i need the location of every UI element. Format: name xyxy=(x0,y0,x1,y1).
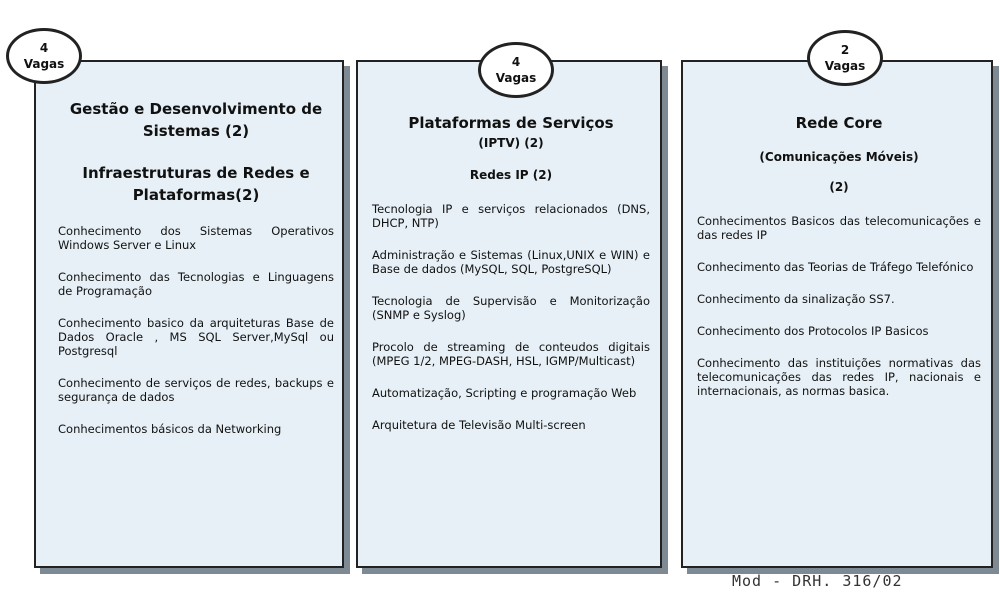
vacancy-badge-2-number: 4 xyxy=(511,55,521,69)
vacancy-badge-2-label: Vagas xyxy=(495,71,537,85)
vacancy-badge-3 xyxy=(807,30,883,86)
column-1-item-4: Conhecimento de serviços de redes, backups e segurança de dados xyxy=(58,376,334,404)
column-2-item-5: Automatização, Scripting e programação Web xyxy=(372,386,637,400)
vacancy-badge-1 xyxy=(6,28,82,84)
job-column-1 xyxy=(34,60,344,568)
column-3-item-4: Conhecimento dos Protocolos IP Basicos xyxy=(697,324,929,338)
column-2-heading-1: Plataformas de Serviços xyxy=(408,114,614,132)
column-1-content xyxy=(58,98,334,436)
vacancy-badge-3-number: 2 xyxy=(840,43,850,57)
column-3-content xyxy=(697,112,981,398)
column-1-heading-1: Gestão e Desenvolvimento de Sistemas (2) xyxy=(69,100,323,140)
column-3-subheading-2: (2) xyxy=(829,180,849,194)
column-2-item-4: Procolo de streaming de conteudos digitais (MPEG 1/2, MPEG-DASH, HSL, IGMP/Multicast) xyxy=(372,340,650,368)
column-2-item-1: Tecnologia IP e serviços relacionados (DNS, DHCP, NTP) xyxy=(372,202,650,230)
vacancy-badge-2 xyxy=(478,42,554,98)
column-3-item-3: Conhecimento da sinalização SS7. xyxy=(697,292,895,306)
column-2-item-6: Arquitetura de Televisão Multi-screen xyxy=(372,418,586,432)
column-3-item-2: Conhecimento das Teorias de Tráfego Telefónico xyxy=(697,260,974,274)
job-column-2 xyxy=(356,60,662,568)
vacancy-badge-1-label: Vagas xyxy=(23,57,65,71)
form-reference-footer: Mod - DRH. 316/02 xyxy=(732,572,903,590)
column-3-subheading-1: (Comunicações Móveis) xyxy=(759,150,919,164)
column-1-item-2: Conhecimento das Tecnologias e Linguagens de Programação xyxy=(58,270,334,298)
column-1-item-3: Conhecimento basico da arquiteturas Base de Dados Oracle , MS SQL Server,MySql ou Postgresql xyxy=(58,316,334,358)
column-1-heading-2: Infraestruturas de Redes e Plataformas(2) xyxy=(82,164,310,204)
vacancy-badge-3-label: Vagas xyxy=(824,59,866,73)
job-column-3 xyxy=(681,60,993,568)
column-2-item-3: Tecnologia de Supervisão e Monitorização (SNMP e Syslog) xyxy=(372,294,650,322)
column-3-item-1: Conhecimentos Basicos das telecomunicações e das redes IP xyxy=(697,214,981,242)
column-2-subheading-1: (IPTV) (2) xyxy=(478,136,544,150)
column-1-item-1: Conhecimento dos Sistemas Operativos Windows Server e Linux xyxy=(58,224,334,252)
column-3-item-5: Conhecimento das instituições normativas das telecomunicações das redes IP, nacionais e internacionais, as normas basica. xyxy=(697,356,981,398)
column-3-heading-1: Rede Core xyxy=(795,114,883,132)
column-2-subheading-2: Redes IP (2) xyxy=(469,168,553,182)
column-2-item-2: Administração e Sistemas (Linux,UNIX e WIN) e Base de dados (MySQL, SQL, PostgreSQL) xyxy=(372,248,650,276)
column-2-content xyxy=(372,112,650,432)
column-1-item-5: Conhecimentos básicos da Networking xyxy=(58,422,282,436)
vacancy-badge-1-number: 4 xyxy=(39,41,49,55)
